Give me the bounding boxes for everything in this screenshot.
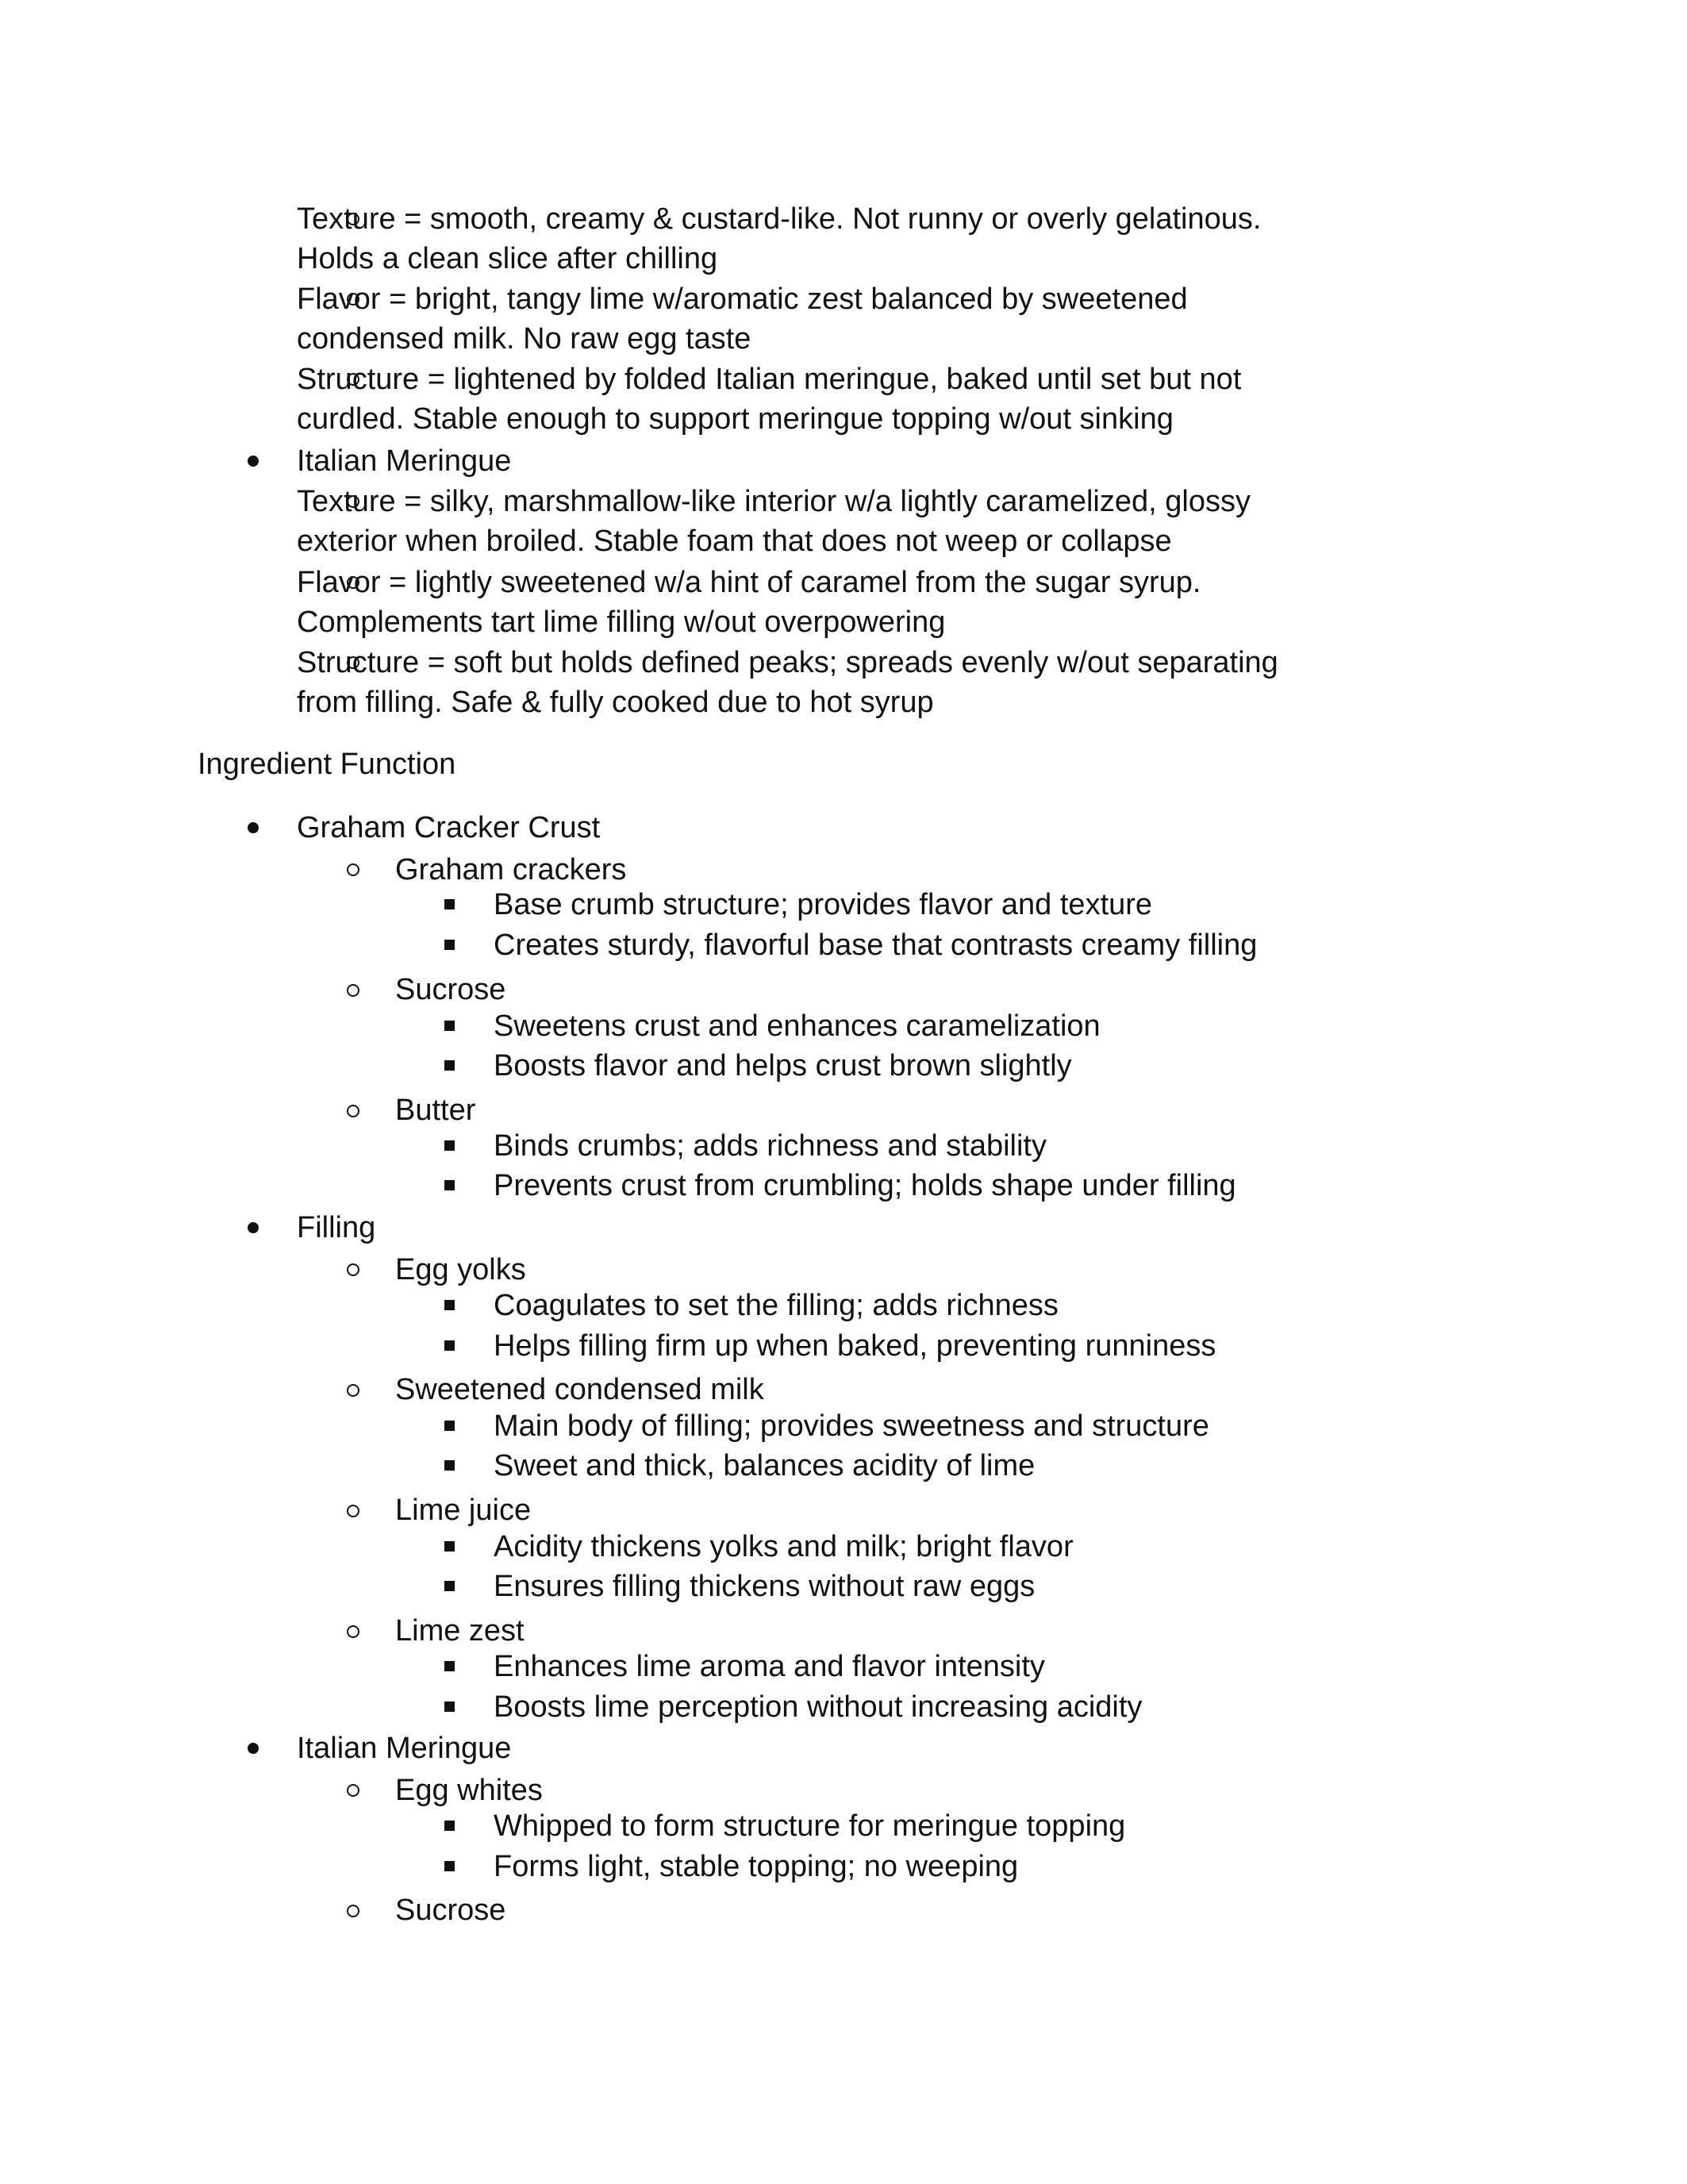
list-item-line: Texture = smooth, creamy & custard-like. Not runny or overly gelatinous. <box>297 202 1262 236</box>
ingredient-note: Helps filling firm up when baked, preventing runniness <box>494 1329 1216 1363</box>
circle-bullet-icon <box>347 863 359 876</box>
square-bullet-icon <box>444 1060 455 1071</box>
circle-bullet-icon <box>347 1105 359 1117</box>
square-bullet-icon <box>444 1581 455 1591</box>
square-bullet-icon <box>444 1421 455 1431</box>
ingredient-note: Boosts lime perception without increasing acidity <box>494 1690 1143 1724</box>
square-bullet-icon <box>444 1021 455 1031</box>
ingredient-note: Sweetens crust and enhances caramelization <box>494 1009 1101 1043</box>
ingredient-note: Sweet and thick, balances acidity of lime <box>494 1449 1036 1482</box>
list-item-line: condensed milk. No raw egg taste <box>297 322 751 356</box>
section-heading: Ingredient Function <box>198 748 456 781</box>
square-bullet-icon <box>444 1661 455 1671</box>
bullet-dot-icon <box>248 822 259 833</box>
circle-bullet-icon <box>347 984 359 997</box>
list-item-line: Texture = silky, marshmallow-like interior w/a lightly caramelized, glossy <box>297 485 1251 518</box>
ingredient-name: Egg yolks <box>395 1253 526 1286</box>
ingredient-note: Ensures filling thickens without raw eggs <box>494 1570 1036 1603</box>
list-item-line: Flavor = bright, tangy lime w/aromatic zest balanced by sweetened <box>297 283 1188 316</box>
ingredient-name: Sucrose <box>395 1894 506 1927</box>
square-bullet-icon <box>444 1541 455 1551</box>
ingredient-note: Creates sturdy, flavorful base that contrasts creamy filling <box>494 929 1258 962</box>
list-item-line: Structure = lightened by folded Italian meringue, baked until set but not <box>297 363 1242 396</box>
list-item-line: Structure = soft but holds defined peaks; spreads evenly w/out separating <box>297 646 1278 679</box>
square-bullet-icon <box>444 1140 455 1151</box>
ingredient-name: Sweetened condensed milk <box>395 1373 764 1406</box>
bullet-dot-icon <box>248 456 259 467</box>
square-bullet-icon <box>444 1701 455 1712</box>
ingredient-note: Acidity thickens yolks and milk; bright flavor <box>494 1530 1074 1563</box>
ingredient-name: Butter <box>395 1094 476 1127</box>
ingredient-note: Binds crumbs; adds richness and stability <box>494 1129 1047 1163</box>
circle-bullet-icon <box>347 1263 359 1276</box>
component-label: Filling <box>297 1211 376 1244</box>
square-bullet-icon <box>444 1180 455 1190</box>
ingredient-note: Prevents crust from crumbling; holds shape under filling <box>494 1169 1236 1202</box>
circle-bullet-icon <box>347 1784 359 1797</box>
square-bullet-icon <box>444 1821 455 1831</box>
square-bullet-icon <box>444 1460 455 1471</box>
ingredient-name: Sucrose <box>395 973 506 1006</box>
ingredient-note: Coagulates to set the filling; adds richness <box>494 1289 1059 1322</box>
ingredient-name: Lime zest <box>395 1614 525 1648</box>
square-bullet-icon <box>444 1300 455 1310</box>
ingredient-note: Base crumb structure; provides flavor and texture <box>494 888 1153 921</box>
ingredient-name: Graham crackers <box>395 853 627 886</box>
circle-bullet-icon <box>347 1625 359 1638</box>
square-bullet-icon <box>444 1340 455 1351</box>
bullet-dot-icon <box>248 1222 259 1233</box>
square-bullet-icon <box>444 899 455 909</box>
circle-bullet-icon <box>347 1384 359 1397</box>
list-item-line: exterior when broiled. Stable foam that does not weep or collapse <box>297 525 1172 558</box>
bullet-dot-icon <box>248 1743 259 1754</box>
list-item-line: Flavor = lightly sweetened w/a hint of caramel from the sugar syrup. <box>297 566 1201 599</box>
ingredient-name: Egg whites <box>395 1774 543 1807</box>
square-bullet-icon <box>444 1861 455 1871</box>
list-item-line: curdled. Stable enough to support meringue topping w/out sinking <box>297 402 1174 436</box>
list-item-line: Holds a clean slice after chilling <box>297 242 718 275</box>
ingredient-note: Boosts flavor and helps crust brown slightly <box>494 1049 1072 1082</box>
component-label: Graham Cracker Crust <box>297 811 601 844</box>
component-label: Italian Meringue <box>297 1732 512 1765</box>
list-item-line: from filling. Safe & fully cooked due to hot syrup <box>297 686 934 719</box>
ingredient-note: Main body of filling; provides sweetness and structure <box>494 1409 1209 1443</box>
ingredient-note: Whipped to form structure for meringue topping <box>494 1809 1126 1843</box>
ingredient-name: Lime juice <box>395 1494 532 1527</box>
ingredient-note: Forms light, stable topping; no weeping <box>494 1850 1019 1883</box>
list-item-line: Complements tart lime filling w/out overpowering <box>297 606 946 639</box>
list-item-label: Italian Meringue <box>297 444 512 478</box>
circle-bullet-icon <box>347 1505 359 1517</box>
square-bullet-icon <box>444 940 455 950</box>
ingredient-note: Enhances lime aroma and flavor intensity <box>494 1650 1045 1683</box>
circle-bullet-icon <box>347 1905 359 1917</box>
